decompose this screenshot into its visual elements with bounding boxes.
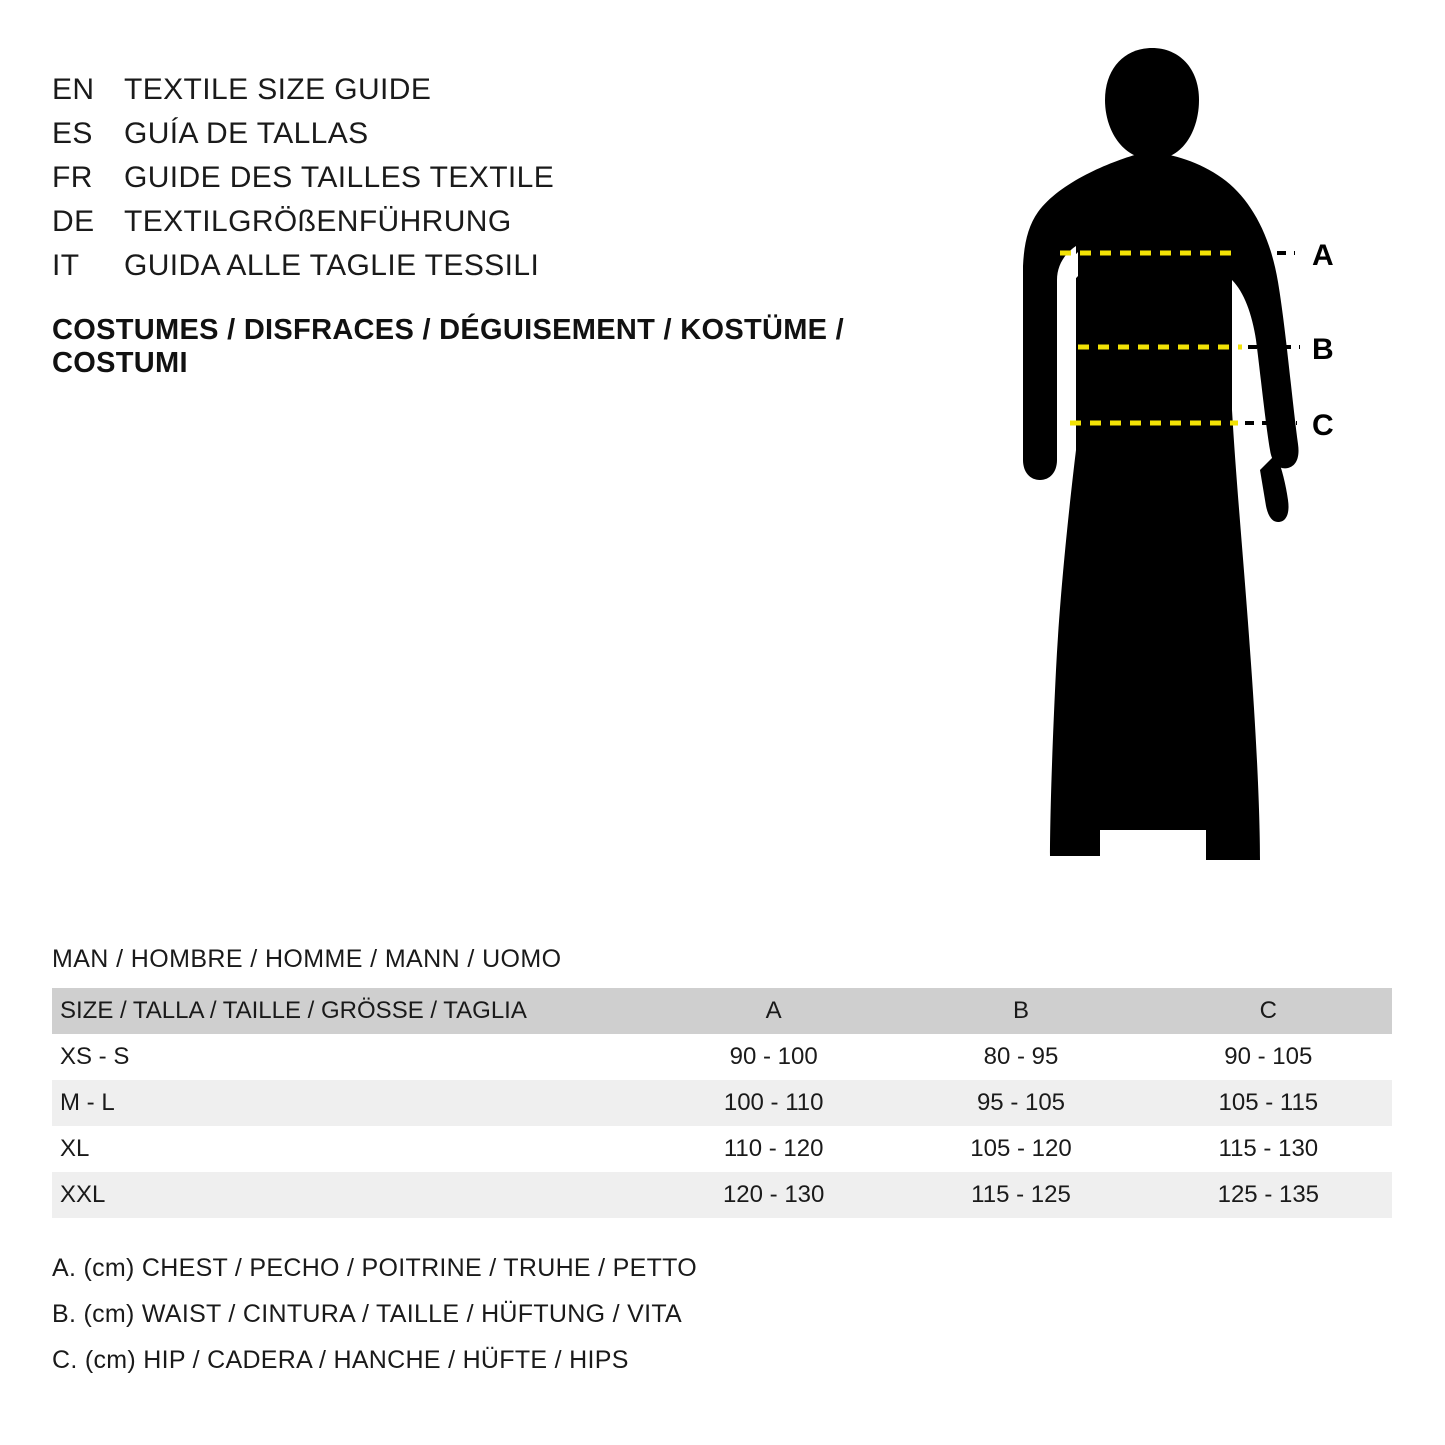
table-row [52,1126,1392,1172]
cell-size: XS - S [60,1043,130,1070]
language-code: FR [52,161,93,194]
language-row [52,112,972,156]
cell-b: 95 - 105 [976,1089,1066,1116]
language-code: IT [52,249,80,282]
cell-c: 105 - 115 [1218,1089,1319,1116]
cell-a: 120 - 130 [722,1181,825,1208]
language-row [52,200,972,244]
language-row [52,156,972,200]
header-subtitle: COSTUMES / DISFRACES / DÉGUISEMENT / KOSTÜME / COSTUMI [52,314,845,379]
marker-label-b: B [1312,333,1334,366]
legend-line-c: C. (cm) HIP / CADERA / HANCHE / HÜFTE / HIPS [52,1346,629,1374]
language-text: GUÍA DE TALLAS [124,117,369,150]
language-list [52,68,972,288]
legend-line-b: B. (cm) WAIST / CINTURA / TAILLE / HÜFTUNG / VITA [52,1300,683,1328]
body-measurement-figure [960,30,1380,910]
marker-label-a: A [1312,239,1334,272]
table-header [52,988,1392,1034]
cell-b: 105 - 120 [970,1135,1072,1162]
table-row [52,1172,1392,1218]
language-text: TEXTILE SIZE GUIDE [124,73,432,106]
language-row [52,244,972,288]
column-header-size: SIZE / TALLA / TAILLE / GRÖSSE / TAGLIA [60,997,527,1024]
language-code: EN [52,73,95,106]
language-code: ES [52,117,93,150]
marker-label-c: C [1312,409,1334,442]
language-row [52,68,972,112]
cell-a: 100 - 110 [723,1089,824,1116]
cell-size: XL [60,1135,90,1162]
table-row [52,1034,1392,1080]
column-header-c: C [1259,997,1277,1024]
cell-size: M - L [60,1089,115,1116]
cell-size: XXL [60,1181,106,1208]
table-title: MAN / HOMBRE / HOMME / MANN / UOMO [52,945,562,973]
language-code: DE [52,205,95,238]
language-text: GUIDA ALLE TAGLIE TESSILI [124,249,540,282]
cell-c: 125 - 135 [1217,1181,1320,1208]
cell-c: 90 - 105 [1224,1043,1313,1070]
cell-b: 80 - 95 [983,1043,1059,1070]
legend-block [52,1245,1052,1383]
table-row [52,1080,1392,1126]
header-block [52,68,972,380]
size-table [52,988,1392,1218]
legend-line-a: A. (cm) CHEST / PECHO / POITRINE / TRUHE / PETTO [52,1254,698,1282]
silhouette-icon [1023,48,1299,860]
cell-b: 115 - 125 [971,1181,1071,1208]
table-header-row [52,988,1392,1034]
cell-a: 90 - 100 [729,1043,818,1070]
column-header-a: A [765,997,782,1024]
column-header-b: B [1012,997,1029,1024]
table-body [52,1034,1392,1218]
size-table-block [52,945,1392,1218]
language-text: GUIDE DES TAILLES TEXTILE [124,161,555,194]
cell-c: 115 - 130 [1218,1135,1319,1162]
cell-a: 110 - 120 [723,1135,824,1162]
language-text: TEXTILGRÖßENFÜHRUNG [124,205,512,238]
